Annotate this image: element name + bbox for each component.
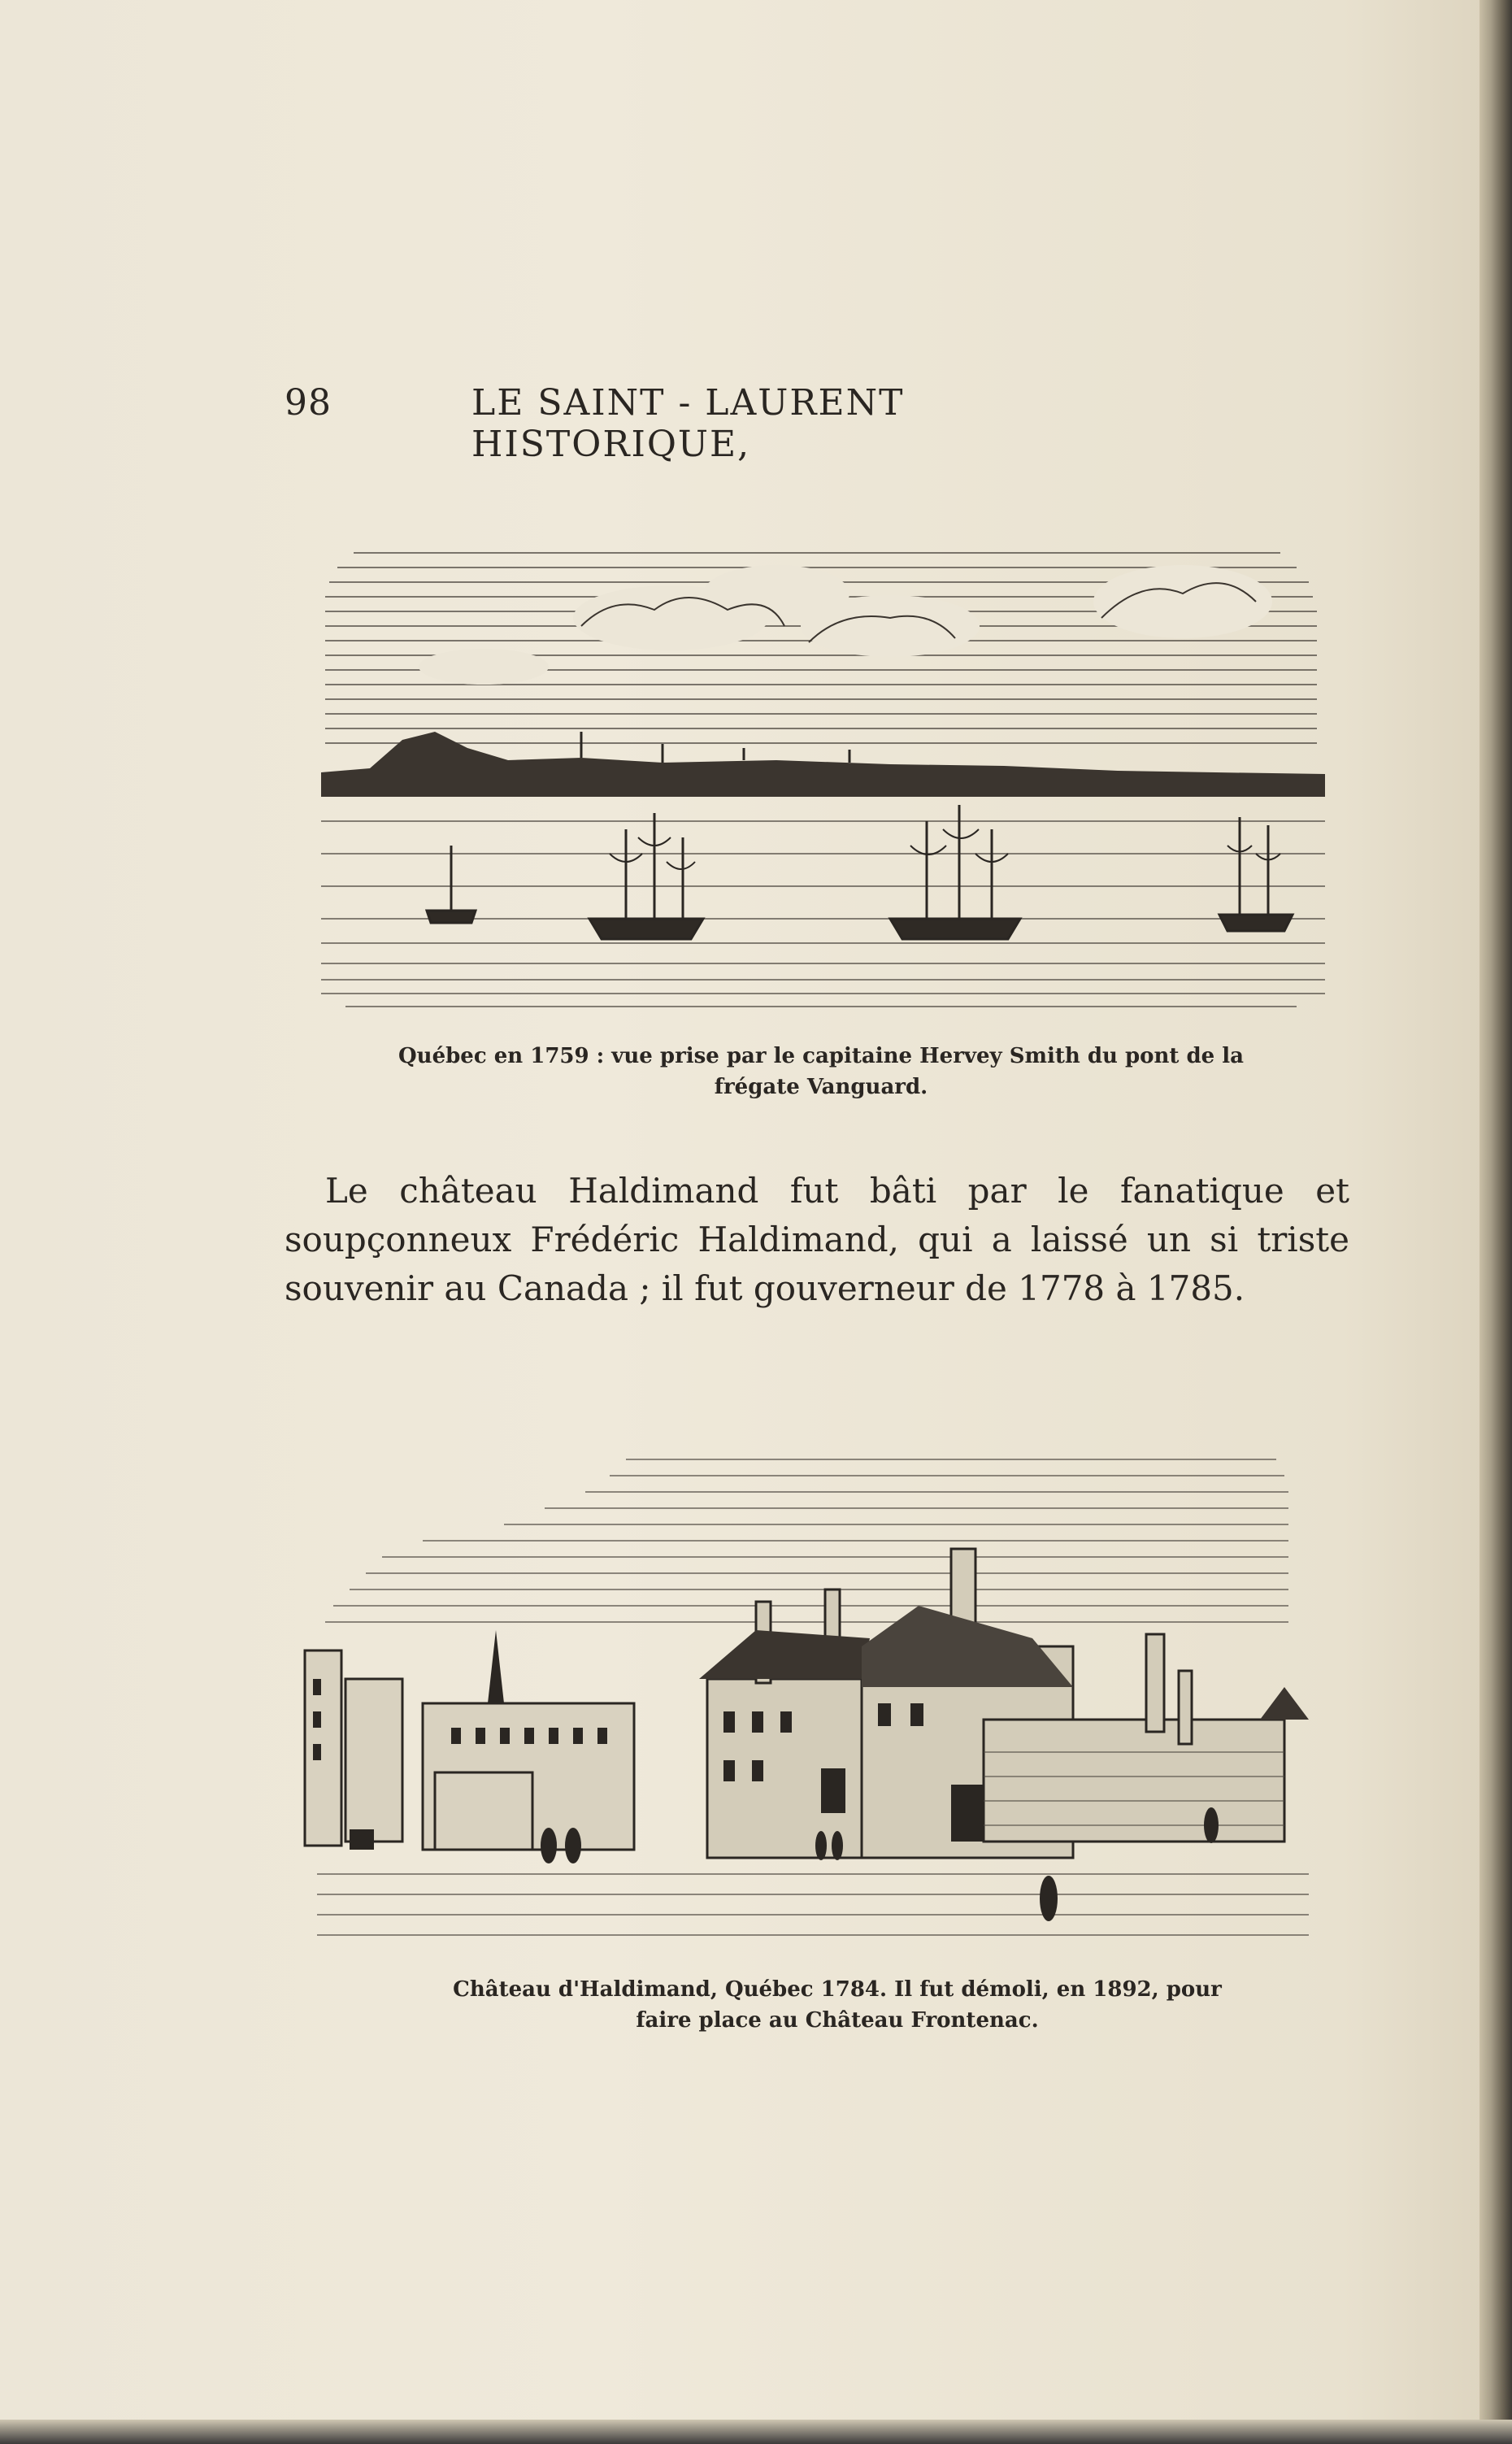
figure-1-caption xyxy=(374,1041,1268,1102)
engraving-chateau-haldimand xyxy=(301,1443,1325,1951)
page-number: 98 xyxy=(285,382,332,424)
book-gutter-edge xyxy=(1479,0,1512,2444)
engraving-quebec-1759 xyxy=(321,528,1325,1016)
figure-2-caption xyxy=(390,1974,1284,2036)
body-paragraph: Le château Haldimand fut bâti par le fanatique et soupçonneux Frédéric Haldimand, qui a laissé un si triste souvenir au Canada ; il fut gouverneur de 1778 à 1785. xyxy=(285,1171,1349,1308)
caption-line: frégate Vanguard. xyxy=(714,1075,928,1099)
book-bottom-edge xyxy=(0,2420,1512,2444)
page-header xyxy=(285,382,1179,465)
caption-line: Château d'Haldimand, Québec 1784. Il fut démoli, en 1892, pour xyxy=(453,1977,1222,2002)
running-title: LE SAINT - LAURENT HISTORIQUE, xyxy=(471,382,905,465)
caption-line: Québec en 1759 : vue prise par le capitaine Hervey Smith du pont de la xyxy=(398,1044,1244,1068)
caption-line: faire place au Château Frontenac. xyxy=(636,2008,1039,2033)
